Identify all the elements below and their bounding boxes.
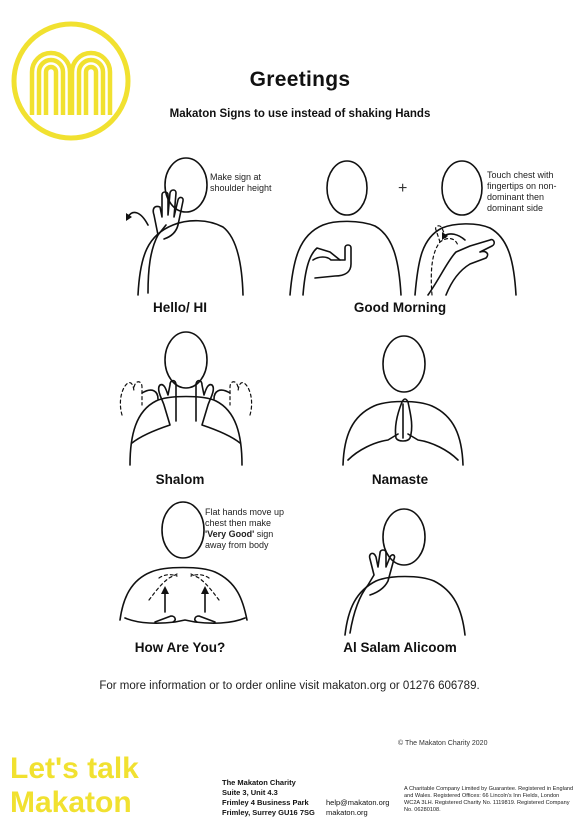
address-line: Frimley, Surrey GU16 7SG	[222, 808, 315, 817]
address-line: Suite 3, Unit 4.3	[222, 788, 278, 797]
page-title: Greetings	[249, 68, 351, 91]
address-line: The Makaton Charity	[222, 778, 296, 787]
copyright-text: © The Makaton Charity 2020	[398, 740, 488, 747]
al-salam-alicoom-caption: Al Salam Alicoom	[343, 640, 457, 655]
hello-caption: Hello/ HI	[152, 300, 207, 315]
namaste-caption: Namaste	[371, 472, 429, 487]
namaste-sign-figure	[338, 330, 468, 470]
website-link[interactable]: makaton.org	[326, 808, 368, 817]
good-morning-note: Touch chest with fingertips on non-dominant then dominant side	[487, 170, 557, 213]
good-morning-caption: Good Morning	[353, 300, 447, 315]
page-subtitle: Makaton Signs to use instead of shaking Hands	[169, 108, 431, 120]
legal-text: A Charitable Company Limited by Guarantee. Registered in England and Wales. Registered Offices: 66 Lincoln's Inn Fields, London WC2A 3LH. Registered Charity No. 1119819. Registered Company No. 06280108.	[404, 786, 574, 813]
how-are-you-note-end: sign away from body	[205, 529, 274, 550]
shalom-sign-figure	[112, 325, 260, 470]
brand-line-1: Let's talk	[10, 752, 139, 785]
address-line: Frimley 4 Business Park	[222, 798, 309, 807]
plus-sign: +	[398, 180, 408, 197]
more-info-text: For more information or to order online visit makaton.org or 01276 606789.	[99, 680, 480, 692]
lets-talk-makaton-brand	[10, 752, 139, 820]
hello-note: Make sign at shoulder height	[210, 172, 272, 193]
how-are-you-note-emphasis: 'Very Good'	[205, 529, 255, 539]
how-are-you-note	[205, 507, 293, 551]
makaton-logo-icon	[10, 20, 132, 142]
how-are-you-caption: How Are You?	[134, 640, 226, 655]
charity-address	[222, 778, 315, 818]
brand-line-2: Makaton	[10, 786, 132, 819]
how-are-you-note-text: Flat hands move up chest then make	[205, 507, 285, 528]
shalom-caption: Shalom	[155, 472, 205, 487]
al-salam-alicoom-sign-figure	[340, 505, 470, 640]
good-morning-sign-figure	[285, 160, 415, 300]
email-link[interactable]: help@makaton.org	[326, 798, 390, 807]
contact-info	[326, 798, 389, 818]
